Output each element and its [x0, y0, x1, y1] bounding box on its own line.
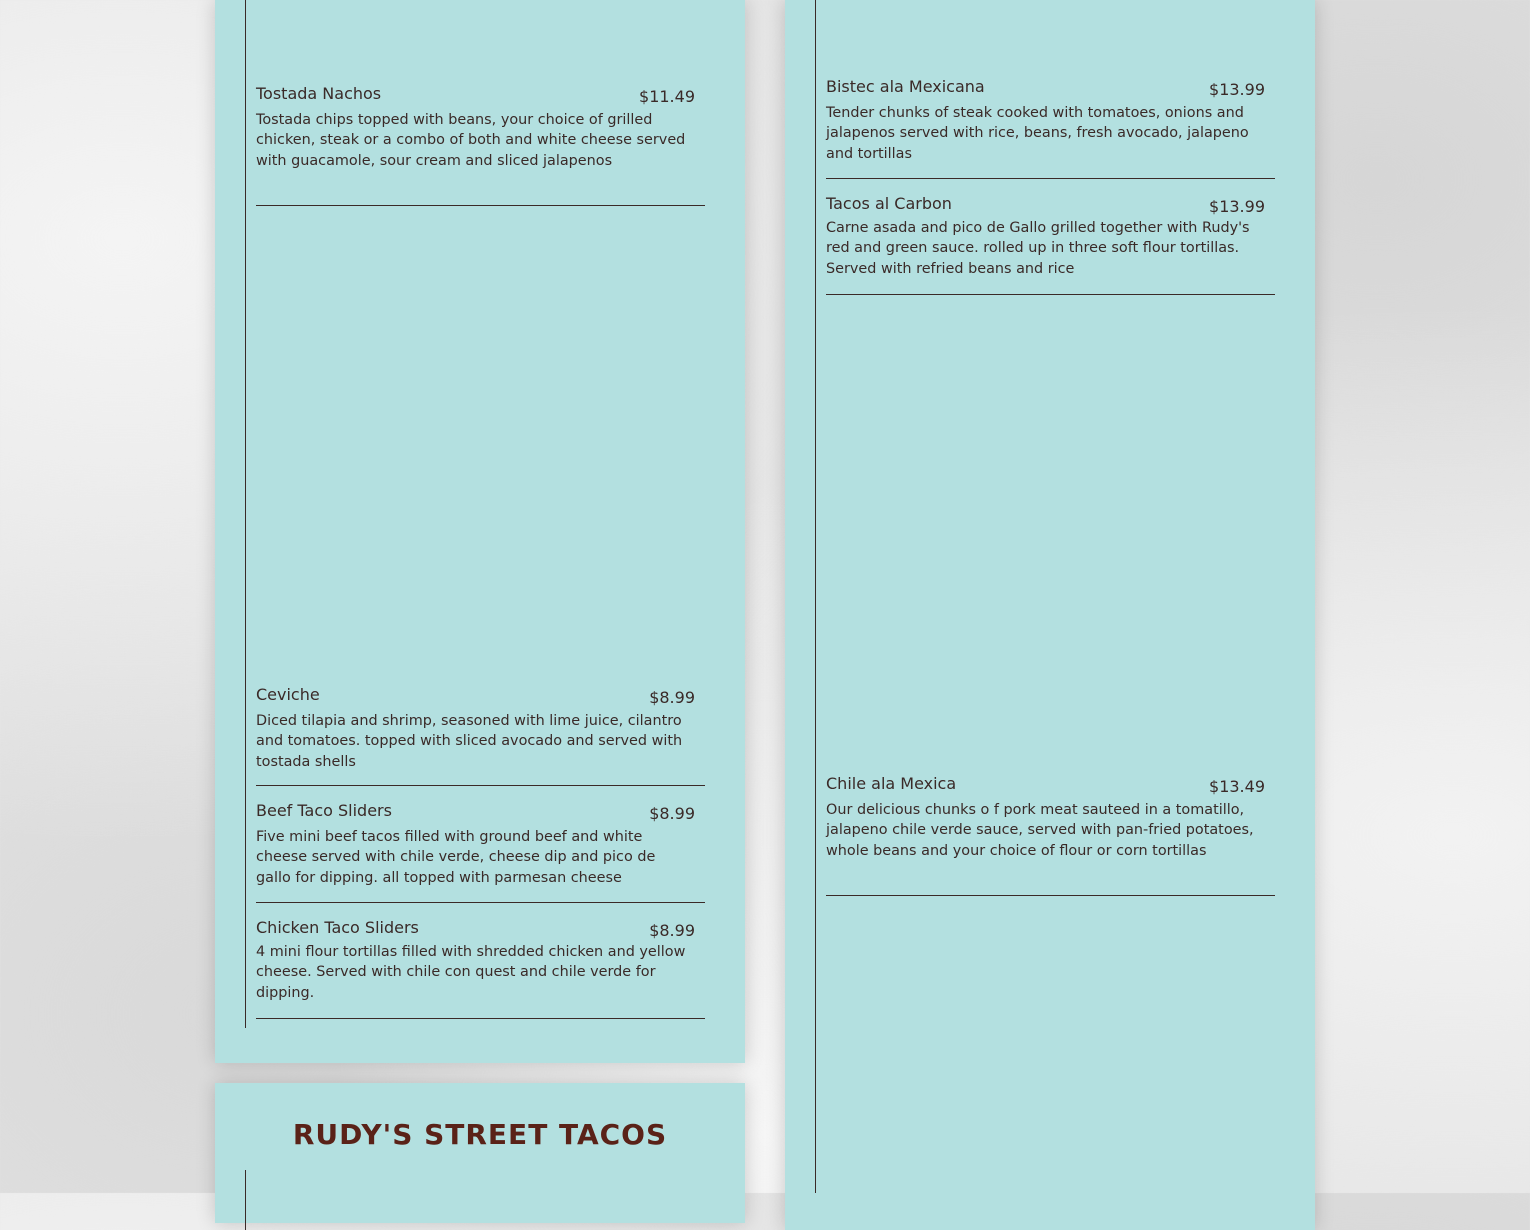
item-name: Bistec ala Mexicana — [826, 77, 985, 96]
item-divider — [256, 902, 705, 903]
item-description: Tender chunks of steak cooked with tomatoes, onions and jalapenos served with rice, beans, fresh avocado, jalapeno and tortillas — [826, 105, 1249, 162]
item-divider — [256, 785, 705, 786]
column-divider — [245, 1170, 246, 1230]
item-price: $8.99 — [649, 804, 695, 823]
item-price: $13.99 — [1209, 80, 1265, 99]
item-description: Five mini beef tacos filled with ground beef and white cheese served with chile verde, cheese dip and pico de gallo for dipping. all topped with parmesan cheese — [256, 829, 656, 886]
menu-panel-street-tacos — [215, 1083, 745, 1223]
section-heading: RUDY'S STREET TACOS — [292, 1118, 668, 1151]
item-price: $13.49 — [1209, 777, 1265, 796]
item-divider — [826, 895, 1275, 896]
item-description: Carne asada and pico de Gallo grilled together with Rudy's red and green sauce. rolled up in three soft flour tortillas. Served with refried beans and rice — [826, 220, 1250, 277]
column-divider — [815, 0, 816, 1193]
item-name: Tostada Nachos — [256, 84, 382, 103]
item-price: $13.99 — [1209, 197, 1265, 216]
item-description: Diced tilapia and shrimp, seasoned with lime juice, cilantro and tomatoes. topped with sliced avocado and served with tostada shells — [256, 713, 683, 770]
item-name: Beef Taco Sliders — [256, 801, 392, 820]
menu-panel-left — [215, 0, 745, 1063]
item-price: $8.99 — [649, 921, 695, 940]
item-name: Chicken Taco Sliders — [256, 918, 419, 937]
item-description: Our delicious chunks o f pork meat sauteed in a tomatillo, jalapeno chile verde sauce, served with pan-fried potatoes, whole beans and your choice of flour or corn tortillas — [826, 802, 1254, 859]
item-divider — [826, 178, 1275, 179]
item-divider — [256, 1018, 705, 1019]
item-description: Tostada chips topped with beans, your choice of grilled chicken, steak or a combo of both and white cheese served with guacamole, sour cream and sliced jalapenos — [256, 112, 686, 169]
item-divider — [256, 205, 705, 206]
item-name: Tacos al Carbon — [826, 194, 952, 213]
item-price: $8.99 — [649, 688, 695, 707]
item-description: 4 mini flour tortillas filled with shredded chicken and yellow cheese. Served with chile con quest and chile verde for dipping. — [256, 944, 686, 1001]
item-name: Chile ala Mexica — [826, 774, 957, 793]
item-divider — [826, 294, 1275, 295]
menu-panel-right — [785, 0, 1315, 1230]
column-divider — [245, 0, 246, 1028]
item-name: Ceviche — [256, 685, 320, 704]
item-price: $11.49 — [639, 87, 695, 106]
